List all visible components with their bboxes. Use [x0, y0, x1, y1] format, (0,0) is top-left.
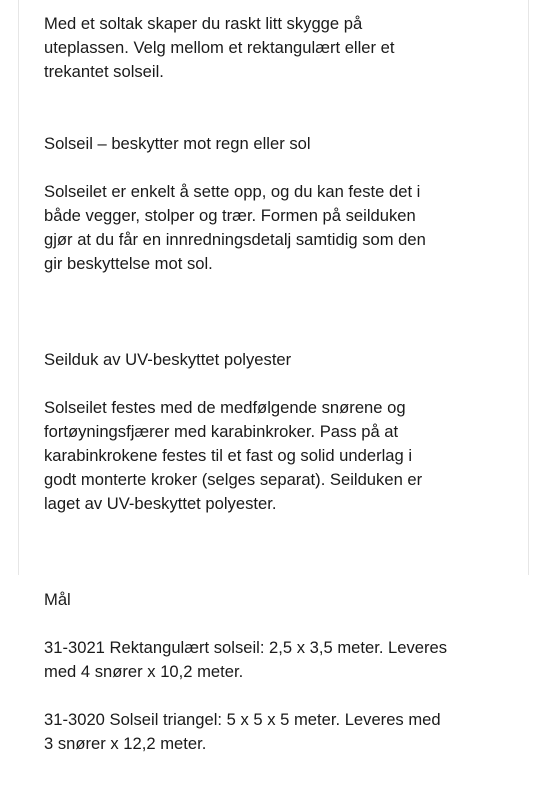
dimension-item: 31-3020 Solseil triangel: 5 x 5 x 5 meter. Leveres med 3 snører x 12,2 meter.: [44, 710, 441, 753]
section-material: [44, 324, 516, 540]
section-body: Solseilet festes med de medfølgende snørene og fortøyningsfjærer med karabinkroker. Pass på at karabinkrokene festes til et fast og solid underlag i godt monterte kroker (selges separat). Seilduken er laget av UV-beskyttet polyester.: [44, 398, 423, 513]
section-body: Solseilet er enkelt å sette opp, og du kan feste det i både vegger, stolper og trær. Formen på seilduken gjør at du får en innredningsdetalj samtidig som den gir beskyttelse mot sol.: [44, 182, 426, 273]
section-heading: Seilduk av UV-beskyttet polyester: [44, 350, 292, 369]
section-sunshade: [44, 108, 516, 300]
dimension-item: 31-3021 Rektangulært solseil: 2,5 x 3,5 meter. Leveres med 4 snører x 10,2 meter.: [44, 638, 448, 681]
product-description: [44, 12, 516, 804]
content-left-border: [18, 0, 19, 575]
section-heading: Mål: [44, 590, 71, 609]
section-dimensions: [44, 564, 516, 780]
content-right-border: [528, 0, 529, 575]
intro-paragraph: Med et soltak skaper du raskt litt skygge på uteplassen. Velg mellom et rektangulært eller et trekantet solseil.: [44, 14, 395, 81]
section-heading: Solseil – beskytter mot regn eller sol: [44, 134, 311, 153]
